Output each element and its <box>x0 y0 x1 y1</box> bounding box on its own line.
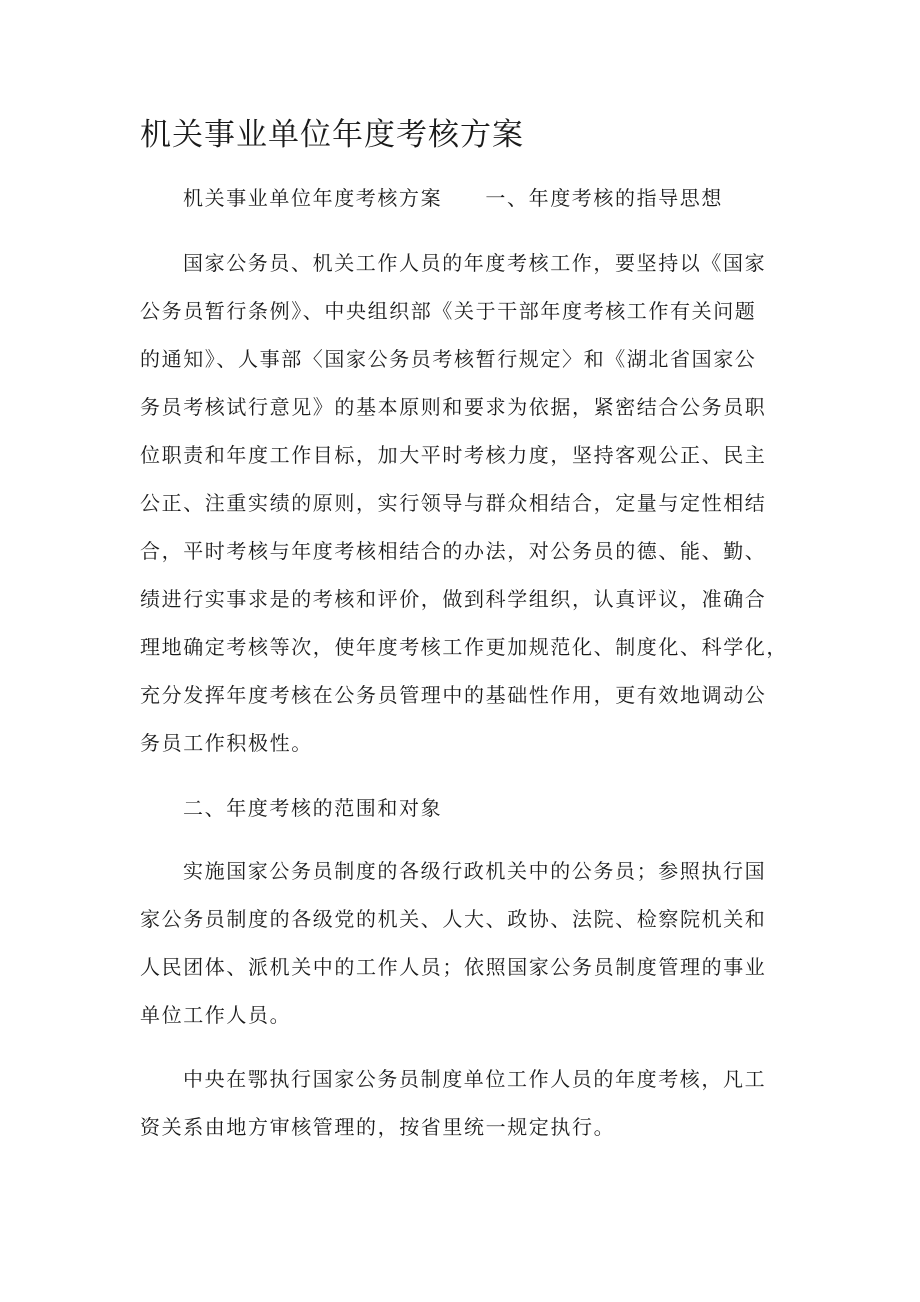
paragraph-1-line: 合，平时考核与年度考核相结合的办法，对公务员的德、能、勤、 <box>140 539 767 563</box>
paragraph-2-line: 家公务员制度的各级党的机关、人大、政协、法院、检察院机关和 <box>140 907 767 931</box>
paragraph-3-line: 资关系由地方审核管理的，按省里统一规定执行。 <box>140 1115 616 1139</box>
paragraph-2-line: 实施国家公务员制度的各级行政机关中的公务员；参照执行国 <box>183 859 767 883</box>
paragraph-1-line: 务员考核试行意见》的基本原则和要求为依据，紧密结合公务员职 <box>140 395 767 419</box>
paragraph-1-line: 务员工作积极性。 <box>140 731 313 755</box>
paragraph-1-line: 国家公务员、机关工作人员的年度考核工作，要坚持以《国家 <box>183 251 767 275</box>
paragraph-3-line: 中央在鄂执行国家公务员制度单位工作人员的年度考核，凡工 <box>183 1067 767 1091</box>
paragraph-1-line: 的通知》、人事部〈国家公务员考核暂行规定〉和《湖北省国家公 <box>140 347 757 371</box>
paragraph-1-line: 公务员暂行条例》、中央组织部《关于干部年度考核工作有关问题 <box>140 299 757 323</box>
paragraph-1-line: 绩进行实事求是的考核和评价，做到科学组织，认真评议，准确合 <box>140 587 767 611</box>
subtitle-line: 机关事业单位年度考核方案 一、年度考核的指导思想 <box>183 186 723 210</box>
paragraph-1-line: 理地确定考核等次，使年度考核工作更加规范化、制度化、科学化， <box>140 635 788 659</box>
paragraph-1-line: 位职责和年度工作目标，加大平时考核力度，坚持客观公正、民主 <box>140 443 767 467</box>
section-heading: 二、年度考核的范围和对象 <box>183 796 443 820</box>
paragraph-2-line: 人民团体、派机关中的工作人员；依照国家公务员制度管理的事业 <box>140 955 767 979</box>
paragraph-2-line: 单位工作人员。 <box>140 1003 292 1027</box>
document-title: 机关事业单位年度考核方案 <box>140 117 524 153</box>
paragraph-1-line: 公正、注重实绩的原则，实行领导与群众相结合，定量与定性相结 <box>140 491 767 515</box>
paragraph-1-line: 充分发挥年度考核在公务员管理中的基础性作用，更有效地调动公 <box>140 683 767 707</box>
